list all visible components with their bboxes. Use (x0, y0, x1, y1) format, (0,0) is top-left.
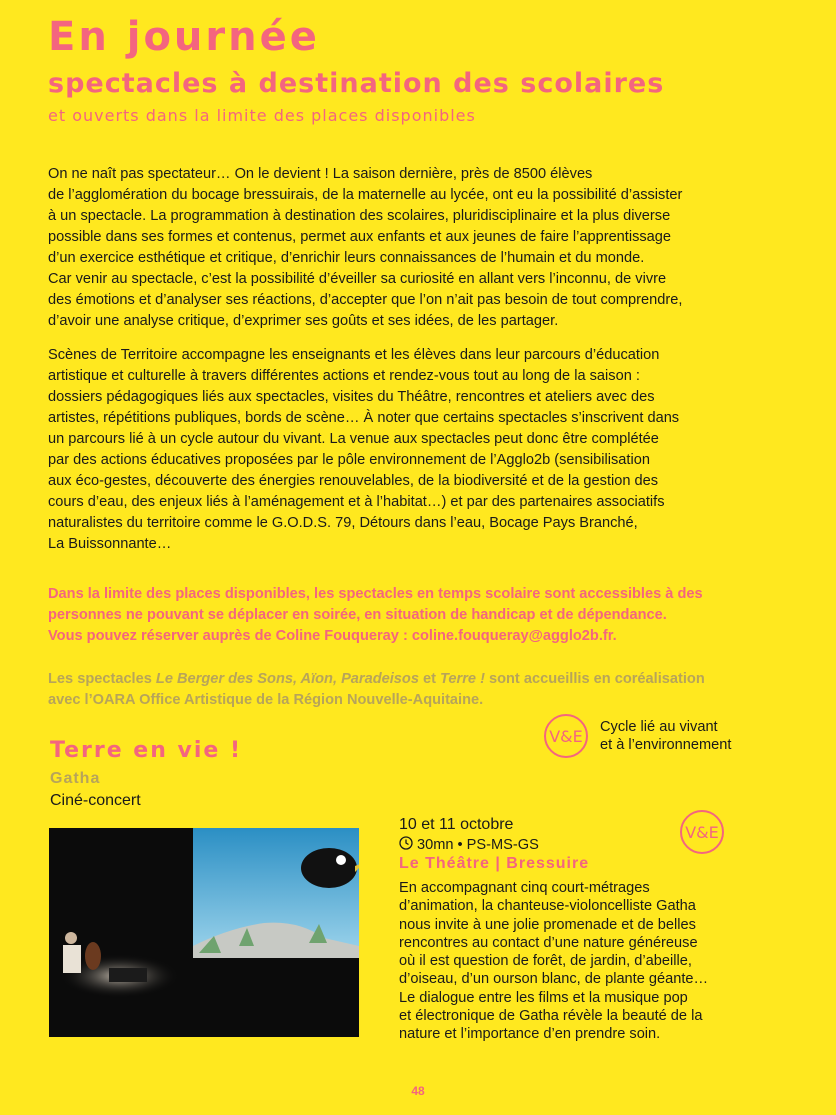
cycle-legend-line: et à l’environnement (600, 737, 732, 753)
text-line: d’un exercice esthétique et critique, d’enrichir leurs connaissances de l’humain et du monde. (48, 250, 645, 266)
show-levels: • PS-MS-GS (457, 837, 539, 853)
page-title: En journée (48, 14, 320, 60)
clock-icon (399, 836, 413, 854)
oara-paragraph (48, 669, 748, 711)
text-line: nature et l’importance d’en prendre soin. (399, 1026, 661, 1043)
text-line: Vous pouvez réserver auprès de Coline Fouqueray : coline.fouqueray@agglo2b.fr. (48, 628, 617, 644)
text-line: artistique et culturelle à travers différentes actions et rendez-vous tout au long de la saison : (48, 368, 640, 384)
concert-photo-illustration (49, 828, 359, 1037)
text-line: un parcours lié à un cycle autour du vivant. La venue aux spectacles peut donc être complétée (48, 431, 659, 447)
text-line (48, 669, 748, 690)
show-meta (399, 836, 539, 854)
show-photo (49, 828, 359, 1037)
page-number: 48 (411, 1084, 425, 1098)
text-line: nous invite à une jolie promenade et de belles (399, 916, 696, 933)
page-subtitle-note: et ouverts dans la limite des places disponibles (48, 106, 476, 125)
intro-paragraph (48, 164, 748, 332)
oara-suffix: sont accueillis en coréalisation (484, 671, 705, 687)
oara-and: et (418, 671, 441, 687)
show-title: Terre en vie ! (50, 738, 243, 763)
text-line: Dans la limite des places disponibles, les spectacles en temps scolaire sont accessibles à des (48, 586, 703, 602)
text-line: En accompagnant cinq court-métrages (399, 880, 650, 896)
text-line: d’oiseau, d’un ourson blanc, de plante géante… (399, 971, 709, 988)
text-line: Le dialogue entre les films et la musique pop (399, 989, 688, 1006)
text-line: où il est question de forêt, de jardin, d’abeille, (399, 953, 692, 970)
show-dates: 10 et 11 octobre (399, 816, 514, 833)
text-line: d’avoir une analyse critique, d’exprimer ses goûts et ses idées, de les partager. (48, 313, 559, 329)
text-line: artistes, répétitions publiques, bords de scène… À noter que certains spectacles s’inscrivent dans (48, 410, 680, 426)
cycle-legend-line: Cycle lié au vivant (600, 719, 718, 735)
text-line: des émotions et d’analyser ses réactions, d’accepter que l’on n’ait pas besoin de tout comprendre, (48, 292, 683, 308)
territory-paragraph (48, 345, 748, 555)
cycle-legend (600, 718, 731, 754)
show-artist: Gatha (50, 770, 101, 787)
show-duration: 30mn (417, 837, 454, 853)
show-venue: Le Théâtre | Bressuire (399, 855, 590, 872)
text-line: cours d’eau, des enjeux liés à l’aménagement et à l’habitat…) et par des partenaires associatifs (48, 494, 665, 510)
text-line: La Buissonnante… (48, 536, 172, 552)
text-line: Car venir au spectacle, c’est la possibilité d’éveiller sa curiosité en allant vers l’inconnu, de vivre (48, 271, 667, 287)
text-line: d’animation, la chanteuse-violoncelliste Gatha (399, 898, 696, 915)
text-line: par des actions éducatives proposées par le pôle environnement de l’Agglo2b (sensibilisation (48, 452, 650, 468)
oara-last-show: Terre ! (440, 671, 485, 687)
text-line: et électronique de Gatha révèle la beauté de la (399, 1008, 703, 1025)
page-subtitle: spectacles à destination des scolaires (48, 68, 665, 99)
text-line: rencontres au contact d’une nature généreuse (399, 934, 698, 951)
text-line: dossiers pédagogiques liés aux spectacles, visites du Théâtre, rencontres et ateliers avec des (48, 389, 655, 405)
accessibility-paragraph (48, 584, 748, 647)
oara-show-list: Le Berger des Sons, Aïon, Paradeisos (155, 671, 419, 687)
text-line: possible dans ses formes et contenus, permet aux enfants et aux jeunes de faire l’apprentissage (48, 229, 672, 245)
text-line: de l’agglomération du bocage bressuirais, de la maternelle au lycée, ont eu la possibilité d’assister (48, 187, 683, 203)
text-line: On ne naît pas spectateur… On le devient ! La saison dernière, près de 8500 élèves (48, 166, 593, 182)
ve-logo-icon: V&E (680, 810, 724, 854)
show-genre: Ciné-concert (50, 792, 141, 809)
text-line: personnes ne pouvant se déplacer en soirée, en situation de handicap et de dépendance. (48, 607, 667, 623)
text-line: naturalistes du territoire comme le G.O.D.S. 79, Détours dans l’eau, Bocage Pays Branché, (48, 515, 638, 531)
oara-prefix: Les spectacles (48, 671, 156, 687)
show-description (399, 879, 739, 1044)
text-line: Scènes de Territoire accompagne les enseignants et les élèves dans leur parcours d’éducation (48, 347, 660, 363)
ve-logo-icon: V&E (544, 714, 588, 758)
text-line: avec l’OARA Office Artistique de la Région Nouvelle-Aquitaine. (48, 692, 484, 708)
text-line: à un spectacle. La programmation à destination des scolaires, pluridisciplinaire et la plus diverse (48, 208, 671, 224)
text-line: aux éco-gestes, découverte des énergies renouvelables, de la biodiversité et de la gestion des (48, 473, 659, 489)
